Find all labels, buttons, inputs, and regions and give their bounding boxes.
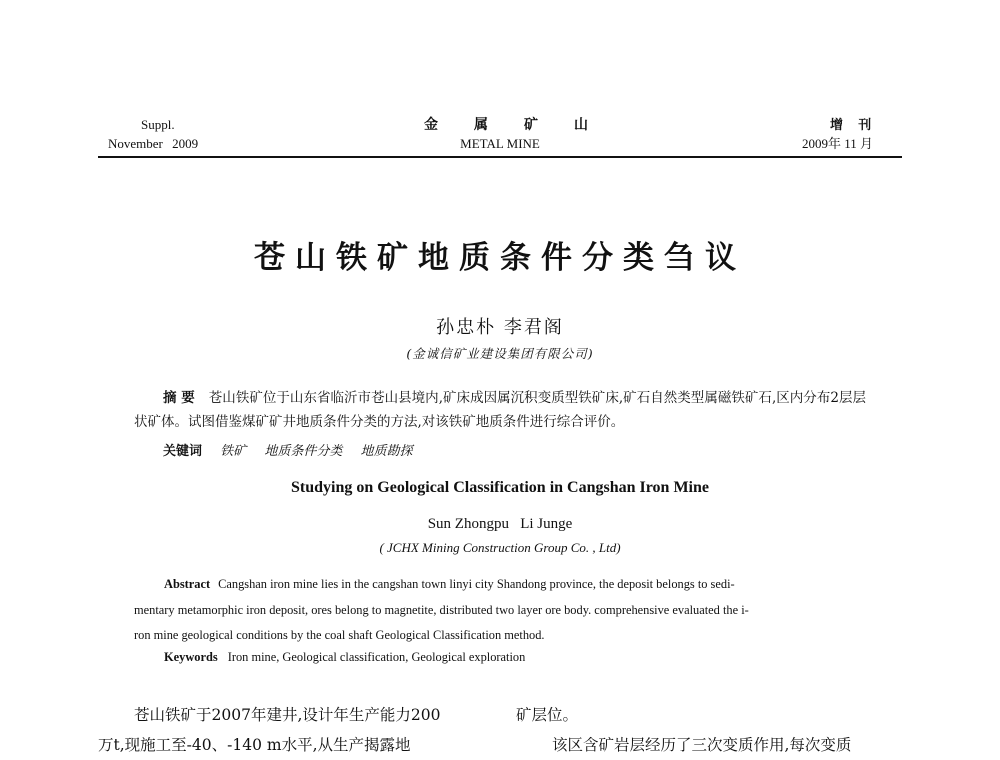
keyword-cn-item: 地质条件分类 — [264, 444, 343, 459]
keyword-cn-item: 地质勘探 — [360, 444, 413, 459]
keywords-cn — [163, 440, 412, 459]
keywords-en-text: Iron mine, Geological classification, Geological exploration — [227, 650, 526, 664]
abstract-cn — [134, 386, 866, 434]
authors-cn: 孙忠朴 李君阁 — [436, 317, 564, 338]
keywords-cn-label: 关键词 — [163, 444, 203, 459]
body-paragraph-line: 该区含矿岩层经历了三次变质作用,每次变质 — [552, 736, 852, 754]
abstract-en-line — [134, 572, 866, 598]
affiliation-cn: (金诚信矿业建设集团有限公司) — [406, 346, 594, 361]
header-supplement-cn: 增 刊 — [830, 117, 872, 132]
paper-title-cn: 苍山铁矿地质条件分类刍议 — [254, 240, 746, 276]
affiliation-en: ( JCHX Mining Construction Group Co. , Ltd) — [379, 540, 621, 555]
paper-title-en: Studying on Geological Classification in Cangshan Iron Mine — [291, 479, 709, 496]
keyword-cn-item: 铁矿 — [220, 444, 247, 459]
keywords-en — [164, 650, 525, 665]
header-suppl: Suppl. — [141, 117, 175, 132]
abstract-cn-label: 摘 要 — [163, 390, 195, 406]
body-paragraph-line: 万t,现施工至-40、-140 m水平,从生产揭露地 — [98, 736, 411, 754]
abstract-cn-text: 苍山铁矿位于山东省临沂市苍山县境内,矿床成因属沉积变质型铁矿床,矿石自然类型属磁铁矿石,区内分布2层层状矿体。试图借鉴煤矿矿井地质条件分类的方法,对该铁矿地质条件进行综合评价。 — [134, 390, 866, 430]
body-column-left — [98, 700, 494, 760]
journal-name-cn: 金属矿山 — [424, 117, 624, 133]
header-date-cn: 2009年 11 月 — [802, 136, 874, 151]
abstract-en-label: Abstract — [164, 577, 211, 591]
abstract-en-text-3: ron mine geological conditions by the coal shaft Geological Classification method. — [134, 628, 545, 642]
abstract-en-text-1: Cangshan iron mine lies in the cangshan town linyi city Shandong province, the deposit belongs to sedi- — [218, 577, 735, 591]
authors-en: Sun Zhongpu Li Junge — [427, 516, 573, 532]
abstract-en — [134, 572, 866, 649]
body-column-right — [516, 700, 904, 760]
header-date-en: November 2009 — [108, 136, 199, 151]
body-paragraph-line: 矿层位。 — [516, 706, 579, 724]
journal-name-en: METAL MINE — [460, 136, 540, 151]
body-paragraph-line: 苍山铁矿于2007年建井,设计年生产能力200 — [134, 706, 441, 724]
abstract-en-text-2: mentary metamorphic iron deposit, ores belong to magnetite, distributed two layer ore body. comprehensive evaluated the i- — [134, 602, 749, 617]
keywords-en-label: Keywords — [164, 650, 218, 664]
header-rule — [98, 156, 902, 158]
